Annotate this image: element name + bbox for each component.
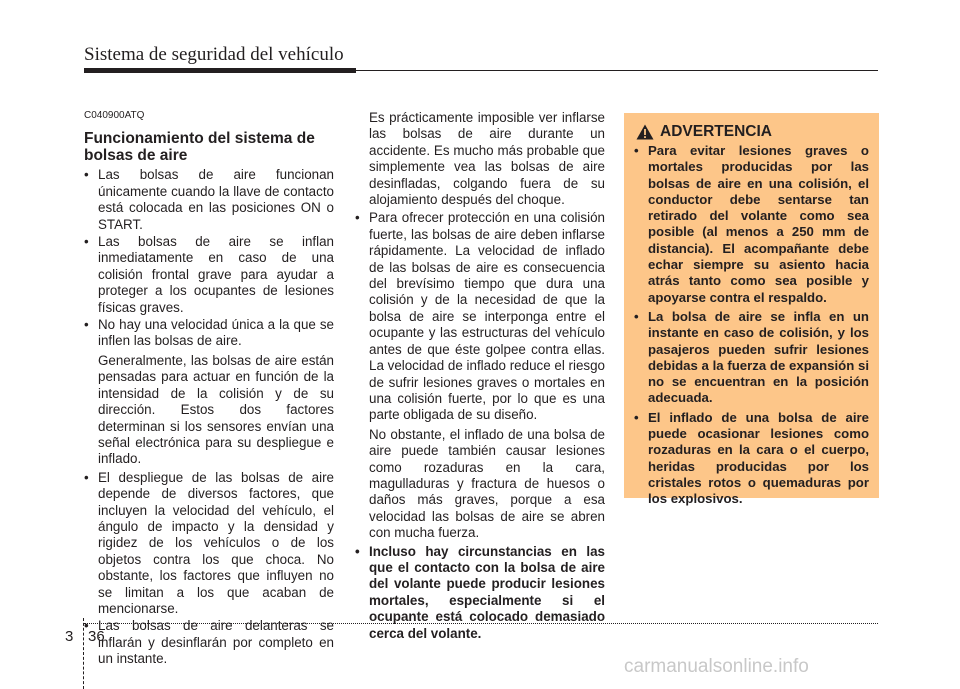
list-item: • El despliegue de las bolsas de aire depende de diversos factores, que incluyen la velocidad del vehículo, el ángulo de impacto y la densidad y rigidez de los vehículos o de los objetos contra los que choca. No obstante, los factores que influyen no se limitan a los que acaban de mencionarse. — [84, 470, 334, 618]
list-item: • La bolsa de aire se infla en un instante en caso de colisión, y los pasajeros pueden sufrir lesiones debidas a la fuerza de expansión si no se encuentran en la posición adecuada. — [634, 309, 869, 407]
paragraph: No obstante, el inflado de una bolsa de aire puede también causar lesiones como rozaduras en la cara, magulladuras y fractura de huesos o daños más graves, porque a esa velocidad las bolsas de aire se abren con mucha fuerza. — [369, 426, 605, 541]
middle-column — [355, 110, 605, 643]
footer-divider-horizontal — [84, 623, 878, 624]
section-code: C040900ATQ — [84, 110, 145, 121]
warning-header — [636, 123, 869, 141]
page-number: 36 — [88, 628, 105, 645]
warning-triangle-icon — [636, 124, 654, 140]
header-rule-thin — [356, 70, 878, 71]
left-column — [84, 108, 334, 669]
list-item: • Para evitar lesiones graves o mortales producidas por las bolsas de aire en una colisión, el conductor debe sentarse tan retirado del volante como sea posible (al menos a 250 mm de distancia). El acompañante debe echar siempre su asiento hacia atrás tanto como sea posible y apoyarse contra el respaldo. — [634, 143, 869, 306]
warning-box — [624, 113, 879, 507]
section-title: Funcionamiento del sistema de bolsas de aire — [84, 130, 315, 165]
middle-bullet-list — [355, 210, 605, 423]
list-item: • El inflado de una bolsa de aire puede ocasionar lesiones como rozaduras en la cara o el cuerpo, heridas producidas por los cristales rotos o quemaduras por los explosivos. — [634, 410, 869, 508]
header-rule-thick — [84, 68, 356, 73]
paragraph: Es prácticamente imposible ver inflarse las bolsas de aire durante un accidente. Es mucho más probable que simplemente vea las bolsas de aire desinfladas, colgando fuera de su alojamiento después del choque. — [369, 110, 605, 208]
list-item: • Incluso hay circunstancias en las que el contacto con la bolsa de aire del volante puede producir lesiones mortales, especialmente si el ocupante está colocado demasiado cerca del volante. — [355, 544, 605, 642]
left-bullet-list-2 — [84, 470, 334, 668]
warning-bullet-list — [634, 143, 869, 508]
list-item: • No hay una velocidad única a la que se inflen las bolsas de aire. — [84, 317, 334, 350]
page-header-title: Sistema de seguridad del vehículo — [84, 44, 344, 65]
middle-bullet-list-2 — [355, 544, 605, 642]
paragraph: Generalmente, las bolsas de aire están pensadas para actuar en función de la intensidad de la colisión y de su dirección. Estos dos factores determinan si los sensores envían una señal electrónica para su despliegue e inflado. — [98, 352, 334, 467]
watermark: carmanualsonline.info — [624, 656, 809, 677]
footer-divider-vertical — [83, 618, 84, 689]
left-bullet-list — [84, 167, 334, 349]
warning-title: ADVERTENCIA — [660, 123, 772, 140]
list-item: • Las bolsas de aire se inflan inmediatamente en caso de una colisión frontal grave para ayudar a proteger a los ocupantes de lesiones físicas graves. — [84, 234, 334, 316]
list-item: • Las bolsas de aire funcionan únicamente cuando la llave de contacto está colocada en las posiciones ON o START. — [84, 167, 334, 233]
chapter-number: 3 — [65, 628, 74, 645]
list-item: • Para ofrecer protección en una colisión fuerte, las bolsas de aire deben inflarse rápidamente. La velocidad de inflado de las bolsas de aire es consecuencia del brevísimo tiempo que dura una colisión y de la necesidad de que la bolsa de aire se interponga entre el ocupante y las estructuras del vehículo antes de que éste golpee contra ellas. La velocidad de inflado reduce el riesgo de sufrir lesiones graves o mortales en una colisión fuerte, por lo que es una parte obligada de su diseño. — [355, 210, 605, 423]
list-item: • Las bolsas de aire delanteras se inflarán y desinflarán por completo en un instante. — [84, 618, 334, 667]
